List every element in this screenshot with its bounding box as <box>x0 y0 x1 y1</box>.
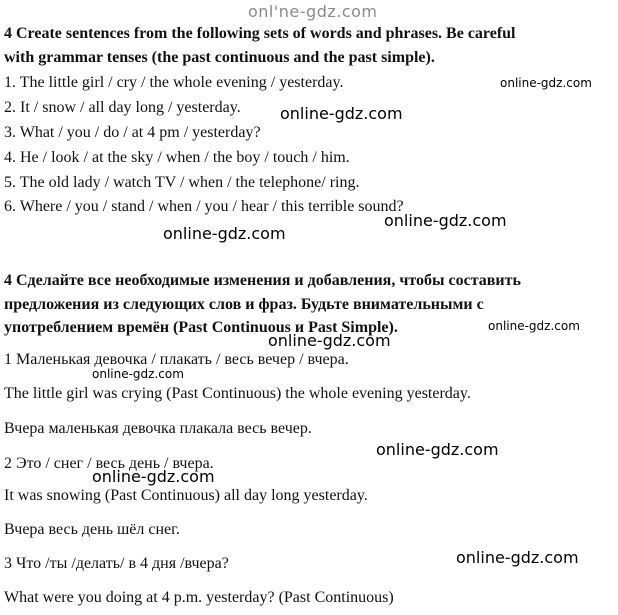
watermark: online-gdz.com <box>500 76 592 90</box>
top-watermark: onl'ne-gdz.com <box>248 2 378 21</box>
exercise-title-ru-line2: предложения из следующих слов и фраз. Будьте внимательными с <box>4 296 484 313</box>
answer-english: What were you doing at 4 p.m. yesterday? (Past Continuous) <box>4 589 394 606</box>
answer-prompt: 1 Маленькая девочка / плакать / весь вечер / вчера. <box>4 351 349 368</box>
answer-english: It was snowing (Past Continuous) all day long yesterday. <box>4 487 368 504</box>
exercise-title-en-line2: with grammar tenses (the past continuous and the past simple). <box>4 49 435 66</box>
exercise-item: 4. He / look / at the sky / when / the boy / touch / him. <box>4 149 350 166</box>
exercise-title-ru-line1: 4 Сделайте все необходимые изменения и добавления, чтобы составить <box>4 272 521 289</box>
watermark: online-gdz.com <box>376 440 499 459</box>
watermark: online-gdz.com <box>268 331 391 350</box>
answer-prompt: 3 Что /ты /делать/ в 4 дня /вчера? <box>4 555 229 572</box>
exercise-item: 2. It / snow / all day long / yesterday. <box>4 99 241 116</box>
answer-english: The little girl was crying (Past Continuous) the whole evening yesterday. <box>4 385 471 402</box>
watermark: online-gdz.com <box>384 211 507 230</box>
exercise-title-en-line1: 4 Create sentences from the following sets of words and phrases. Be careful <box>4 25 516 42</box>
watermark: online-gdz.com <box>92 467 215 486</box>
exercise-item: 1. The little girl / cry / the whole evening / yesterday. <box>4 74 344 91</box>
watermark: online-gdz.com <box>488 319 580 333</box>
exercise-item: 5. The old lady / watch TV / when / the telephone/ ring. <box>4 174 360 191</box>
exercise-title-ru-line3: употреблением времён (Past Continuous и Past Simple). <box>4 319 398 336</box>
answer-russian: Вчера весь день шёл снег. <box>4 521 180 538</box>
watermark: online-gdz.com <box>456 548 579 567</box>
exercise-item: 6. Where / you / stand / when / you / hear / this terrible sound? <box>4 198 404 215</box>
answer-prompt: 2 Это / снег / весь день / вчера. <box>4 455 214 472</box>
exercise-item: 3. What / you / do / at 4 pm / yesterday? <box>4 124 261 141</box>
answer-russian: Вчера маленькая девочка плакала весь вечер. <box>4 420 312 437</box>
watermark: online-gdz.com <box>280 104 403 123</box>
watermark: online-gdz.com <box>92 367 184 381</box>
watermark: online-gdz.com <box>163 224 286 243</box>
